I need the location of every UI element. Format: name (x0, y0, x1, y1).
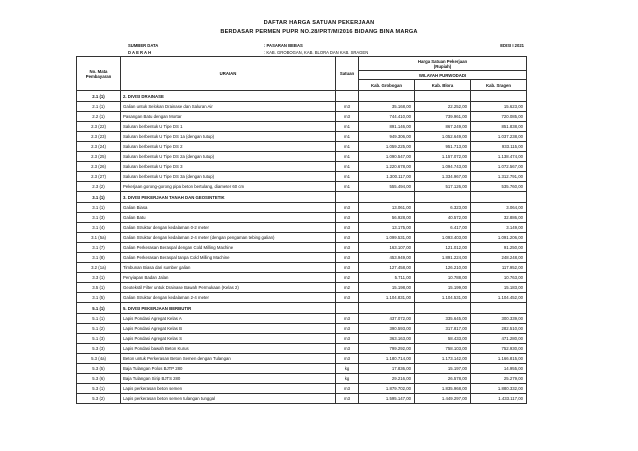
cell-no: 3.2 (1a) (77, 263, 121, 273)
cell-uraian: 2. DIVISI DRAINASE (121, 91, 336, 102)
cell-kab-sragen: 471.280,00 (471, 334, 527, 344)
cell-kab-blora: 335.645,00 (415, 314, 471, 324)
cell-kab-grobogan: 1.099.531,00 (359, 233, 415, 243)
cell-kab-sragen (471, 303, 527, 314)
cell-kab-blora: 6.417,00 (415, 223, 471, 233)
cell-kab-grobogan: 1.090.547,00 (359, 152, 415, 162)
cell-kab-blora: 739.961,00 (415, 112, 471, 122)
table-row (77, 162, 527, 172)
cell-kab-sragen: 933.115,00 (471, 142, 527, 152)
cell-kab-grobogan: 891.146,00 (359, 122, 415, 132)
cell-kab-sragen (471, 192, 527, 203)
cell-satuan: m3 (336, 112, 359, 122)
cell-kab-sragen: 10.763,00 (471, 273, 527, 283)
table-row (77, 283, 527, 293)
section-row (77, 192, 527, 203)
cell-uraian: Galian Struktur dengan kedalaman 0-2 meter (121, 223, 336, 233)
header-harga (359, 57, 527, 71)
cell-kab-grobogan: 1.059.225,00 (359, 142, 415, 152)
cell-kab-blora: 6.323,00 (415, 203, 471, 213)
table-row (77, 374, 527, 384)
header-kab-sragen: Kab. Sragen (471, 80, 527, 91)
cell-uraian: Lapis perkerasan beton semen (121, 384, 336, 394)
cell-kab-grobogan: 17.836,00 (359, 364, 415, 374)
table-row (77, 112, 527, 122)
table-row (77, 263, 527, 273)
cell-kab-grobogan: 35.168,00 (359, 102, 415, 112)
cell-satuan: m1 (336, 142, 359, 152)
cell-satuan: m3 (336, 354, 359, 364)
cell-kab-blora: 517.126,00 (415, 182, 471, 192)
table-row (77, 344, 527, 354)
table-body (77, 91, 527, 404)
cell-kab-grobogan: 1.104.831,00 (359, 293, 415, 303)
cell-uraian: Timbunan Biasa dari sumber galian (121, 263, 336, 273)
cell-uraian: Penyiapan Badan Jalan (121, 273, 336, 283)
cell-no: 5.1 (3) (77, 334, 121, 344)
cell-satuan: m3 (336, 293, 359, 303)
cell-kab-blora: 1.094.743,00 (415, 162, 471, 172)
cell-no: 2.1 (1) (77, 91, 121, 102)
cell-kab-grobogan (359, 192, 415, 203)
cell-satuan: m2 (336, 273, 359, 283)
cell-no: 3.1 (7) (77, 243, 121, 253)
cell-kab-grobogan: 453.949,00 (359, 253, 415, 263)
cell-uraian: Baja Tulangan Polos BJTP 280 (121, 364, 336, 374)
cell-kab-sragen: 1.091.206,00 (471, 233, 527, 243)
document-subtitle: BERDASAR PERMEN PUPR NO.28/PRT/M/2016 BIDANG BINA MARGA (220, 29, 418, 35)
table-row (77, 182, 527, 192)
header-no-mata-line1: No. Mata (89, 68, 108, 74)
cell-no: 5.3 (6) (77, 374, 121, 384)
cell-kab-sragen: 720.085,00 (471, 112, 527, 122)
cell-kab-sragen: 248.248,00 (471, 253, 527, 263)
cell-kab-grobogan: 29.216,00 (359, 374, 415, 384)
cell-kab-sragen: 15.623,00 (471, 102, 527, 112)
cell-no: 3.1 (4) (77, 223, 121, 233)
header-harga-line2: (Rupiah) (433, 63, 452, 69)
cell-kab-blora: 951.713,00 (415, 142, 471, 152)
cell-satuan: m1 (336, 132, 359, 142)
table-row (77, 273, 527, 283)
cell-no: 2.3 (27) (77, 172, 121, 182)
cell-satuan (336, 192, 359, 203)
cell-uraian: Galian Biasa (121, 203, 336, 213)
cell-kab-grobogan: 163.107,00 (359, 243, 415, 253)
header-no-mata (77, 57, 121, 91)
cell-satuan: m3 (336, 324, 359, 334)
cell-kab-grobogan: 127.458,00 (359, 263, 415, 273)
cell-satuan: m3 (336, 203, 359, 213)
section-row (77, 303, 527, 314)
table-row (77, 354, 527, 364)
cell-uraian: Galian Struktur dengan kedalaman 2-4 meter (dengan pengaman tebing galian) (121, 233, 336, 243)
cell-kab-sragen: 14.955,00 (471, 364, 527, 374)
cell-uraian: Galian Perkerasan Beraspal dengan Cold Milling Machine (121, 243, 336, 253)
cell-kab-sragen: 1.138.474,00 (471, 152, 527, 162)
cell-kab-sragen: 752.930,00 (471, 344, 527, 354)
cell-satuan (336, 303, 359, 314)
cell-kab-grobogan: 363.163,00 (359, 334, 415, 344)
section-row (77, 91, 527, 102)
cell-no: 2.3 (23) (77, 132, 121, 142)
cell-kab-blora (415, 303, 471, 314)
cell-no: 5.3 (3) (77, 344, 121, 354)
cell-kab-blora: 26.578,00 (415, 374, 471, 384)
cell-kab-sragen: 1.880.332,00 (471, 384, 527, 394)
cell-no: 2.1 (1) (77, 102, 121, 112)
cell-kab-blora: 1.157.072,00 (415, 152, 471, 162)
cell-kab-grobogan: 949.306,00 (359, 132, 415, 142)
cell-satuan: m3 (336, 384, 359, 394)
cell-kab-blora: 58.433,00 (415, 334, 471, 344)
cell-no: 3.3 (1) (77, 273, 121, 283)
cell-kab-blora: 1.835.968,00 (415, 384, 471, 394)
table-row (77, 314, 527, 324)
header-kab-blora: Kab. Blora (415, 80, 471, 91)
cell-kab-blora: 1.173.142,00 (415, 354, 471, 364)
cell-kab-grobogan: 13.175,00 (359, 223, 415, 233)
cell-kab-sragen: 15.183,00 (471, 283, 527, 293)
cell-kab-blora: 317.817,00 (415, 324, 471, 334)
cell-kab-grobogan: 1.220.678,00 (359, 162, 415, 172)
cell-kab-sragen: 91.250,00 (471, 243, 527, 253)
cell-no: 2.3 (26) (77, 162, 121, 172)
cell-kab-grobogan: 555.494,00 (359, 182, 415, 192)
cell-satuan: m3 (336, 394, 359, 404)
cell-no: 2.2 (1) (77, 112, 121, 122)
table-row (77, 233, 527, 243)
cell-uraian: Baja Tulangan Sirip BJTS 280 (121, 374, 336, 384)
cell-satuan: m3 (336, 253, 359, 263)
header-no-mata-line2: Pembayaran (85, 73, 112, 79)
cell-kab-grobogan: 437.072,00 (359, 314, 415, 324)
cell-uraian: Lapis Pondasi bawah Beton Kurus (121, 344, 336, 354)
cell-kab-blora: 126.210,00 (415, 263, 471, 273)
cell-kab-blora: 121.012,00 (415, 243, 471, 253)
cell-uraian: Saluran berbentuk U Tipe DS 1 (121, 122, 336, 132)
cell-kab-sragen: 32.886,00 (471, 213, 527, 223)
table-row (77, 172, 527, 182)
cell-kab-sragen: 3.149,00 (471, 223, 527, 233)
daerah-label: D A E R A H (128, 50, 152, 55)
cell-uraian: Saluran berbentuk U Tipe DS 2 (121, 142, 336, 152)
cell-kab-grobogan: 13.061,00 (359, 203, 415, 213)
cell-uraian: Galian Batu (121, 213, 336, 223)
cell-satuan: m3 (336, 243, 359, 253)
cell-uraian: Geotekstil Filter untuk Drainase Bawah Permukaan (Kelas 2) (121, 283, 336, 293)
cell-kab-blora: 10.788,00 (415, 273, 471, 283)
cell-no: 5.1 (1) (77, 314, 121, 324)
cell-no: 5.3 (2) (77, 394, 121, 404)
table-row (77, 203, 527, 213)
cell-no: 2.3 (24) (77, 142, 121, 152)
table-row (77, 384, 527, 394)
cell-satuan (336, 91, 359, 102)
cell-kab-grobogan: 1.879.702,00 (359, 384, 415, 394)
cell-kab-blora: 22.252,00 (415, 102, 471, 112)
cell-kab-grobogan: 5.711,00 (359, 273, 415, 283)
cell-kab-blora: 1.449.297,00 (415, 394, 471, 404)
cell-satuan: m3 (336, 334, 359, 344)
cell-no: 3.5 (1) (77, 283, 121, 293)
cell-kab-sragen: 25.279,00 (471, 374, 527, 384)
cell-kab-blora: 1.891.224,00 (415, 253, 471, 263)
cell-kab-blora (415, 91, 471, 102)
cell-satuan: m2 (336, 283, 359, 293)
cell-no: 5.3 (1) (77, 384, 121, 394)
cell-uraian: Galian Struktur dengan kedalaman 2-4 meter (121, 293, 336, 303)
cell-kab-grobogan (359, 303, 415, 314)
cell-kab-grobogan: 1.180.714,00 (359, 354, 415, 364)
cell-no: 5.3 (4a) (77, 354, 121, 364)
cell-uraian: Pekerjaan gorong-gorong pipa beton bertulang, diameter 60 cm (121, 182, 336, 192)
table-row (77, 293, 527, 303)
cell-no: 3.1 (1) (77, 192, 121, 203)
document-title: DAFTAR HARGA SATUAN PEKERJAAN (263, 20, 375, 26)
daerah-value: : KAB. GROBOGAN, KAB. BLORA DAN KAB. SRAGEN (264, 50, 369, 55)
cell-no: 3.1 (8) (77, 253, 121, 263)
cell-kab-sragen: 851.838,00 (471, 122, 527, 132)
table-row (77, 243, 527, 253)
cell-kab-grobogan (359, 91, 415, 102)
cell-uraian: Saluran berbentuk U Tipe DS 2a (dengan tutup) (121, 152, 336, 162)
cell-kab-blora: 1.334.967,00 (415, 172, 471, 182)
table-row (77, 102, 527, 112)
cell-kab-sragen (471, 91, 527, 102)
cell-satuan: m3 (336, 263, 359, 273)
cell-no: 3.1 (5) (77, 293, 121, 303)
cell-no: 2.3 (25) (77, 152, 121, 162)
cell-no: 5.1 (2) (77, 324, 121, 334)
cell-no: 3.1 (5a) (77, 233, 121, 243)
cell-kab-blora: 1.093.403,00 (415, 233, 471, 243)
header-uraian: URAIAN (121, 57, 336, 91)
table-row (77, 324, 527, 334)
table-row (77, 223, 527, 233)
cell-uraian: Saluran berbentuk U Tipe DS 1a (dengan tutup) (121, 132, 336, 142)
cell-kab-sragen: 300.339,00 (471, 314, 527, 324)
header-wilayah: WILAYAH PURWODADI (359, 71, 527, 80)
table-row (77, 253, 527, 263)
table-row (77, 132, 527, 142)
cell-uraian: 5. DIVISI PEKERJAAN BERBUTIR (121, 303, 336, 314)
table-row (77, 142, 527, 152)
cell-satuan: m3 (336, 213, 359, 223)
cell-uraian: Saluran berbentuk U Tipe DS 3a (dengan tutup) (121, 172, 336, 182)
cell-kab-sragen: 1.312.791,00 (471, 172, 527, 182)
table-row (77, 394, 527, 404)
cell-uraian: Lapis Pondasi Agregat Kelas B (121, 324, 336, 334)
sumber-value: : PASARAN BEBAS (264, 43, 303, 48)
table-row (77, 152, 527, 162)
sumber-label: SUMBER DATA (128, 43, 159, 48)
cell-uraian: Beton untuk Perkerasan Beton Semen dengan Tulangan (121, 354, 336, 364)
cell-satuan: m1 (336, 122, 359, 132)
cell-kab-blora: 1.104.531,00 (415, 293, 471, 303)
cell-satuan: m1 (336, 182, 359, 192)
cell-satuan: m3 (336, 223, 359, 233)
edition-label: EDISI I 2021 (500, 43, 524, 48)
cell-kab-blora: 15.197,00 (415, 364, 471, 374)
cell-kab-grobogan: 15.198,00 (359, 283, 415, 293)
cell-uraian: 3. DIVISI PEKERJAAN TANAH DAN GEOSINTETIK (121, 192, 336, 203)
cell-uraian: Galian untuk Selokan Drainase dan Saluran Air (121, 102, 336, 112)
header-kab-grobogan: Kab. Grobogan (359, 80, 415, 91)
cell-kab-blora: 15.199,00 (415, 283, 471, 293)
header-satuan: Satuan (336, 57, 359, 91)
cell-uraian: Galian Perkerasan Beraspal tanpa Cold Milling Machine (121, 253, 336, 263)
cell-kab-blora (415, 192, 471, 203)
cell-satuan: m3 (336, 233, 359, 243)
table-row (77, 213, 527, 223)
cell-kab-grobogan: 799.292,00 (359, 344, 415, 354)
cell-satuan: m1 (336, 152, 359, 162)
header-harga-line1: Harga Satuan Pekerjaan (417, 58, 468, 64)
cell-kab-sragen: 1.433.117,00 (471, 394, 527, 404)
cell-no: 5.3 (5) (77, 364, 121, 374)
cell-kab-blora: 1.052.649,00 (415, 132, 471, 142)
document-meta (128, 42, 518, 56)
cell-uraian: Lapis Pondasi Agregat Kelas A (121, 314, 336, 324)
cell-kab-sragen: 1.166.815,00 (471, 354, 527, 364)
cell-kab-sragen: 535.760,00 (471, 182, 527, 192)
cell-kab-grobogan: 1.300.117,00 (359, 172, 415, 182)
cell-no: 5.1 (1) (77, 303, 121, 314)
cell-uraian: Saluran berbentuk U Tipe DS 3 (121, 162, 336, 172)
cell-kab-grobogan: 56.928,00 (359, 213, 415, 223)
cell-kab-grobogan: 390.593,00 (359, 324, 415, 334)
cell-kab-sragen: 117.952,00 (471, 263, 527, 273)
cell-satuan: m3 (336, 314, 359, 324)
cell-kab-blora: 758.103,00 (415, 344, 471, 354)
table-row (77, 364, 527, 374)
cell-kab-grobogan: 744.410,00 (359, 112, 415, 122)
cell-kab-blora: 867.249,00 (415, 122, 471, 132)
table-row (77, 334, 527, 344)
cell-no: 2.3 (2) (77, 182, 121, 192)
cell-no: 2.3 (22) (77, 122, 121, 132)
cell-kab-sragen: 3.064,00 (471, 203, 527, 213)
cell-satuan: m1 (336, 162, 359, 172)
cell-kab-sragen: 1.072.567,00 (471, 162, 527, 172)
cell-uraian: Lapis perkerasan beton semen tulangan tunggal (121, 394, 336, 404)
cell-satuan: m3 (336, 102, 359, 112)
price-table (76, 56, 527, 404)
cell-no: 3.1 (1) (77, 203, 121, 213)
cell-kab-sragen: 1.037.238,00 (471, 132, 527, 142)
cell-kab-grobogan: 1.595.147,00 (359, 394, 415, 404)
table-row (77, 122, 527, 132)
cell-uraian: Lapis Pondasi Agregat Kelas S (121, 334, 336, 344)
cell-kab-blora: 40.572,00 (415, 213, 471, 223)
cell-satuan: kg (336, 364, 359, 374)
cell-uraian: Pasangan Batu dengan Mortar (121, 112, 336, 122)
cell-satuan: m3 (336, 344, 359, 354)
cell-satuan: m1 (336, 172, 359, 182)
cell-kab-sragen: 1.104.452,00 (471, 293, 527, 303)
cell-no: 3.1 (3) (77, 213, 121, 223)
cell-kab-sragen: 282.510,00 (471, 324, 527, 334)
cell-satuan: kg (336, 374, 359, 384)
